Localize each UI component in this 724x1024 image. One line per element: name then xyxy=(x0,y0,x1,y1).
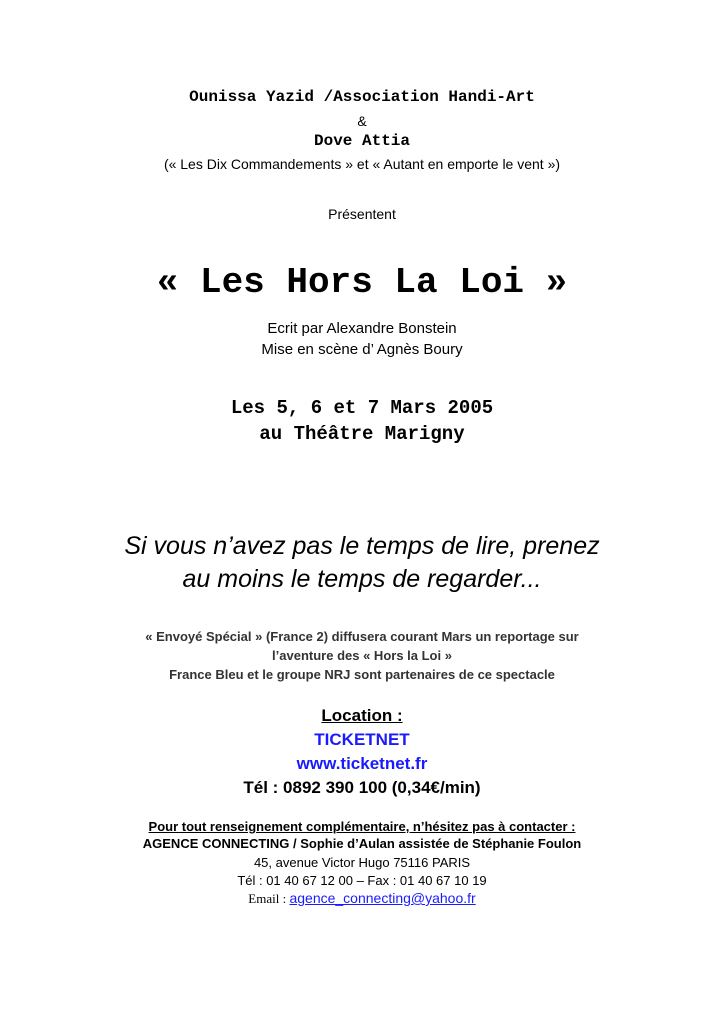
contact-agency: AGENCE CONNECTING / Sophie d’Aulan assistée de Stéphanie Foulon xyxy=(142,836,582,851)
media-info-line-2: l’aventure des « Hors la Loi » xyxy=(272,648,452,663)
event-dates: Les 5, 6 et 7 Mars 2005 xyxy=(230,397,494,419)
slogan-line-2: au moins le temps de regarder... xyxy=(182,565,542,593)
written-by: Ecrit par Alexandre Bonstein xyxy=(267,320,457,337)
producer-credits: (« Les Dix Commandements » et « Autant en emporte le vent ») xyxy=(163,156,561,172)
email-link[interactable]: agence_connecting@yahoo.fr xyxy=(289,890,476,906)
booking-vendor: TICKETNET xyxy=(314,730,410,749)
show-title: « Les Hors La Loi » xyxy=(156,262,568,303)
booking-website-link[interactable]: www.ticketnet.fr xyxy=(296,754,428,773)
event-venue: au Théâtre Marigny xyxy=(259,423,465,445)
ampersand: & xyxy=(357,113,367,129)
booking-phone: Tél : 0892 390 100 (0,34€/min) xyxy=(243,778,481,797)
contact-tel-fax: Tél : 01 40 67 12 00 – Fax : 01 40 67 10 19 xyxy=(237,873,487,888)
media-info-line-3: France Bleu et le groupe NRJ sont partenaires de ce spectacle xyxy=(169,667,555,682)
contact-email-row xyxy=(0,890,724,907)
producer-line: Ounissa Yazid /Association Handi-Art xyxy=(189,88,535,106)
slogan-line-1: Si vous n’avez pas le temps de lire, prenez xyxy=(124,532,600,560)
email-label: Email : xyxy=(248,891,290,906)
booking-heading: Location : xyxy=(321,706,403,725)
presents-label: Présentent xyxy=(328,206,396,222)
directed-by: Mise en scène d’ Agnès Boury xyxy=(261,341,463,358)
media-info-line-1: « Envoyé Spécial » (France 2) diffusera courant Mars un reportage sur xyxy=(145,629,579,644)
contact-heading: Pour tout renseignement complémentaire, n’hésitez pas à contacter : xyxy=(148,819,576,834)
producer-name-2: Dove Attia xyxy=(313,132,410,150)
contact-address: 45, avenue Victor Hugo 75116 PARIS xyxy=(253,855,471,870)
